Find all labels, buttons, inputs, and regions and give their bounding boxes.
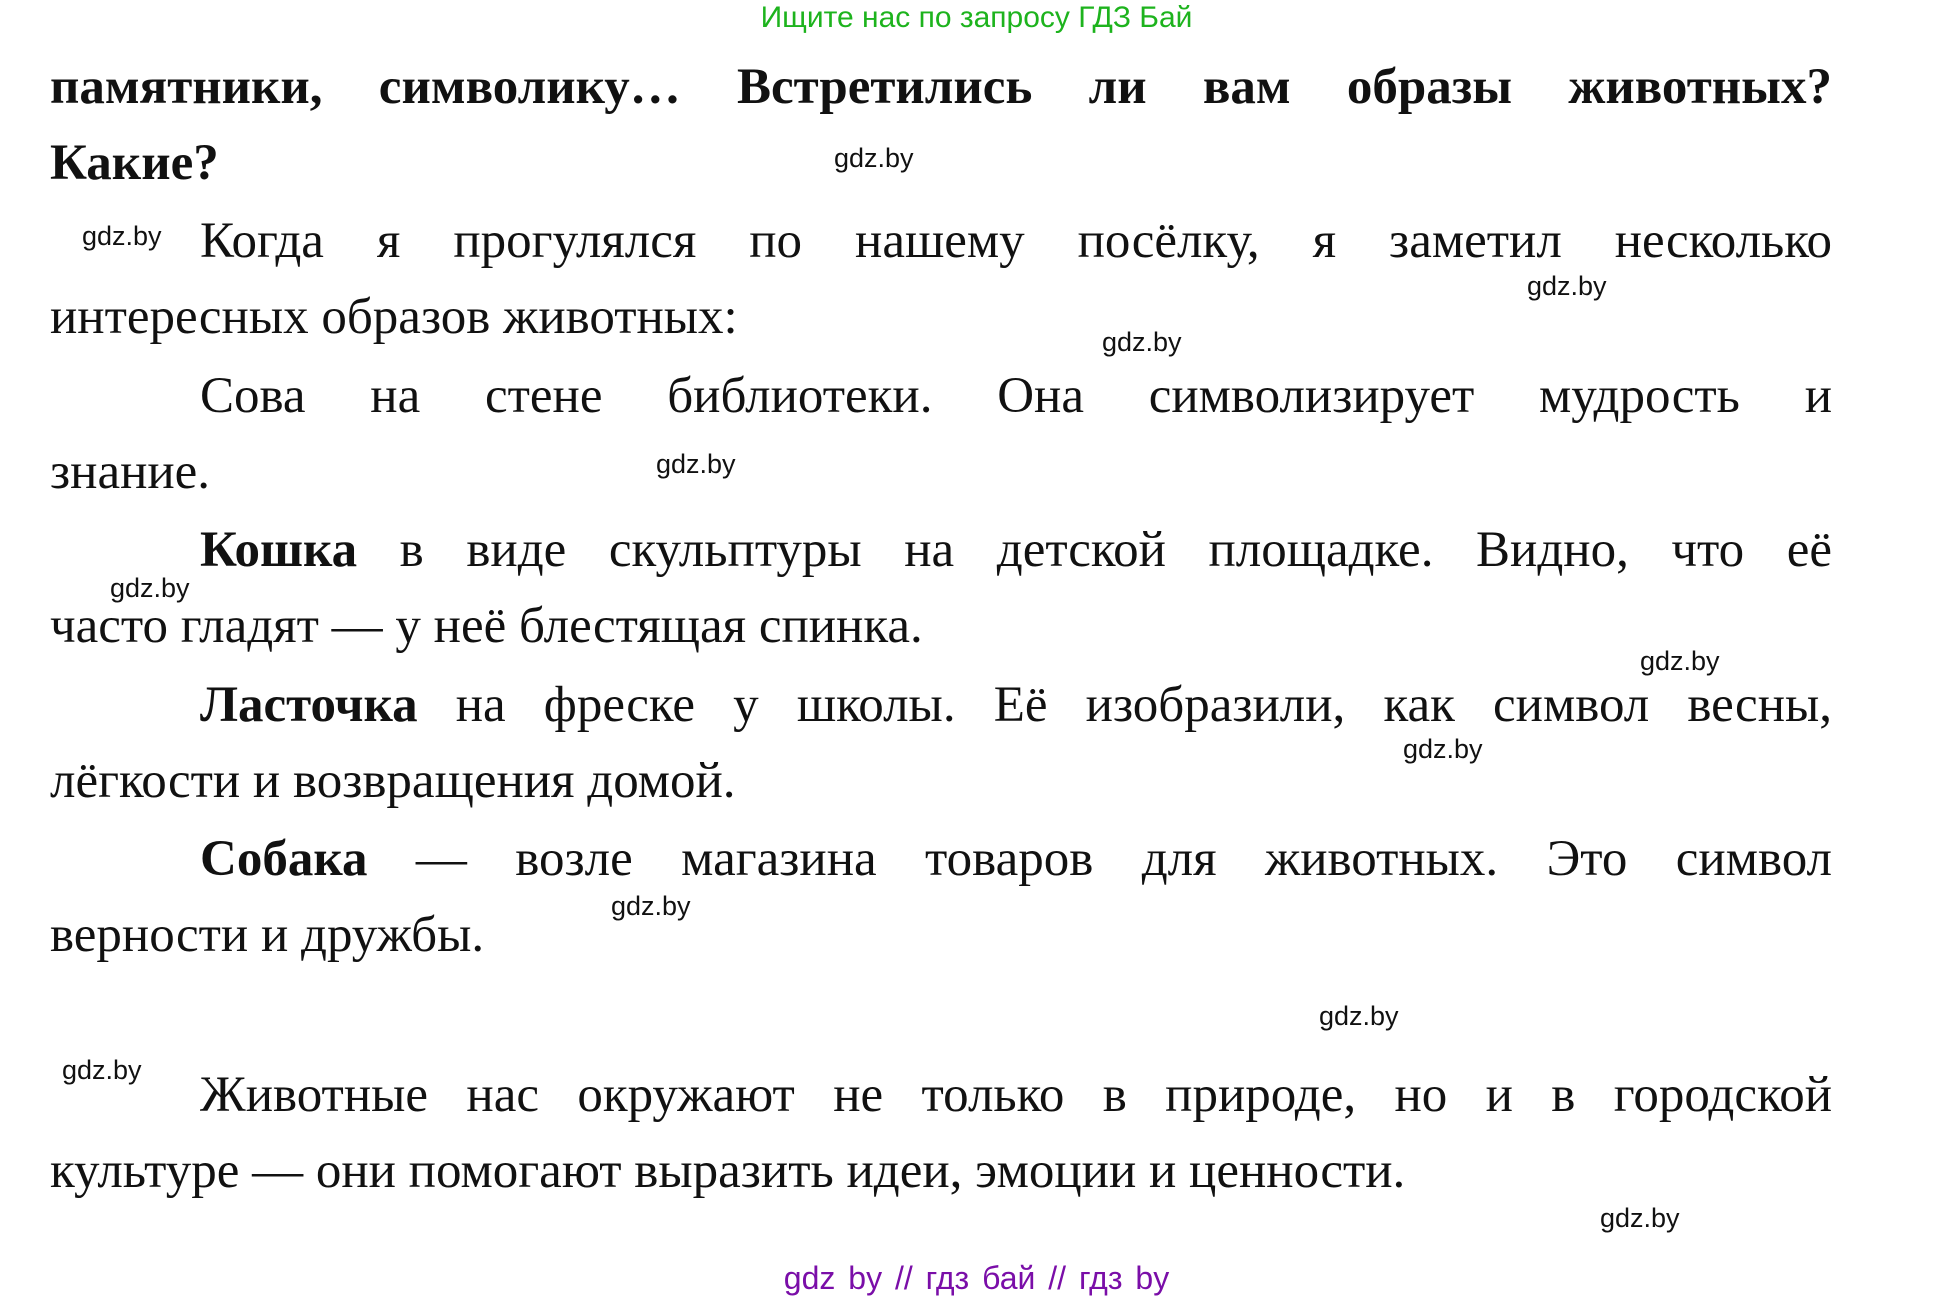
watermark: gdz.by — [1403, 734, 1483, 764]
item-dog-name: Собака — [200, 831, 368, 887]
item-swallow-name: Ласточка — [200, 677, 418, 733]
question-line-2: Какие? — [50, 135, 219, 191]
watermark: gdz.by — [1102, 327, 1182, 357]
question-line-1: памятники, символику… Встретились ли вам образы животных? — [50, 59, 1832, 115]
watermark: gdz.by — [62, 1055, 142, 1085]
watermark: gdz.by — [1600, 1203, 1680, 1233]
item-owl-line-1: Сова на стене библиотеки. Она символизирует мудрость и — [200, 368, 1832, 424]
top-banner: Ищите нас по запросу ГДЗ Бай — [760, 1, 1193, 34]
item-dog-line-2: верности и дружбы. — [50, 907, 485, 963]
intro-line-1: Когда я прогулялся по нашему посёлку, я заметил несколько — [200, 213, 1832, 269]
watermark: gdz.by — [834, 143, 914, 173]
watermark: gdz.by — [110, 573, 190, 603]
item-cat-line-2: часто гладят — у неё блестящая спинка. — [50, 598, 923, 654]
item-swallow-line-2: лёгкости и возвращения домой. — [50, 753, 736, 809]
item-cat-line-1 — [200, 511, 1832, 589]
watermark: gdz.by — [656, 449, 736, 479]
watermark: gdz.by — [1319, 1001, 1399, 1031]
item-owl-line-2: знание. — [50, 444, 211, 500]
item-cat-desc: в виде скульптуры на детской площадке. Видно, что её — [357, 522, 1832, 578]
conclusion-line-1: Животные нас окружают не только в природе, но и в городской — [200, 1067, 1832, 1123]
footer-links: gdz by // гдз бай // гдз by — [783, 1260, 1170, 1296]
item-cat-name: Кошка — [200, 522, 358, 578]
watermark: gdz.by — [1527, 271, 1607, 301]
item-dog-desc: — возле магазина товаров для животных. Это символ — [367, 831, 1832, 887]
conclusion-line-2: культуре — они помогают выразить идеи, эмоции и ценности. — [50, 1143, 1406, 1199]
intro-line-2: интересных образов животных: — [50, 289, 738, 345]
watermark: gdz.by — [611, 891, 691, 921]
item-swallow-line-1 — [200, 666, 1832, 744]
watermark: gdz.by — [82, 221, 162, 251]
watermark: gdz.by — [1640, 646, 1720, 676]
item-swallow-desc: на фреске у школы. Её изобразили, как символ весны, — [417, 677, 1832, 733]
item-dog-line-1 — [200, 820, 1832, 898]
